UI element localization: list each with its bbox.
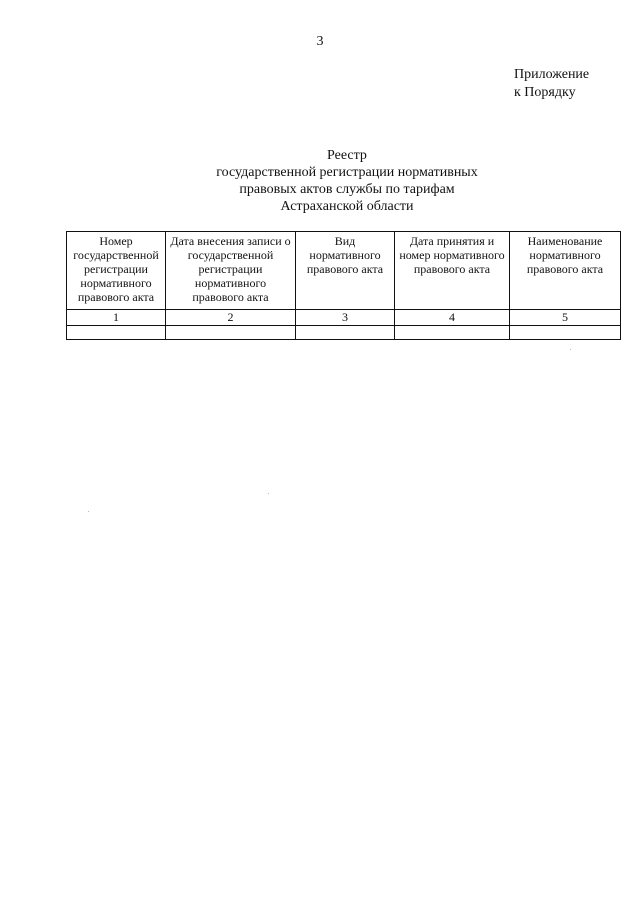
- table-cell: [67, 326, 166, 340]
- title-line-3: правовых актов службы по тарифам: [239, 182, 455, 197]
- column-number-cell: 3: [296, 310, 395, 326]
- column-number-cell: 1: [67, 310, 166, 326]
- table-row: [67, 326, 621, 340]
- header-cell-act-name: Наименование нормативного правового акта: [510, 232, 621, 310]
- appendix-note: [514, 66, 589, 102]
- title-line-2: государственной регистрации нормативных: [216, 165, 478, 180]
- table-cell: [296, 326, 395, 340]
- scan-speck: [570, 349, 571, 350]
- header-cell-adoption-date-number: Дата принятия и номер нормативного правового акта: [395, 232, 510, 310]
- header-cell-act-type: Вид нормативного правового акта: [296, 232, 395, 310]
- table-cell: [395, 326, 510, 340]
- title-line-1: Реестр: [327, 148, 367, 163]
- scan-speck: [88, 511, 89, 512]
- page-number: 3: [316, 34, 324, 49]
- title-line-4: Астраханской области: [280, 199, 414, 214]
- column-number-cell: 2: [166, 310, 296, 326]
- appendix-line-1: Приложение: [514, 67, 590, 82]
- scan-speck: [268, 493, 269, 494]
- header-cell-registration-number: Номер государственной регистрации нормативного правового акта: [67, 232, 166, 310]
- column-number-cell: 4: [395, 310, 510, 326]
- appendix-line-2: к Порядку: [514, 85, 576, 100]
- column-number-cell: 5: [510, 310, 621, 326]
- table-cell: [510, 326, 621, 340]
- document-title: [0, 147, 640, 215]
- table-header-row: [67, 232, 621, 310]
- table-cell: [166, 326, 296, 340]
- header-cell-entry-date: Дата внесения записи о государственной регистрации нормативного правового акта: [166, 232, 296, 310]
- register-table: [66, 231, 621, 340]
- column-number-row: [67, 310, 621, 326]
